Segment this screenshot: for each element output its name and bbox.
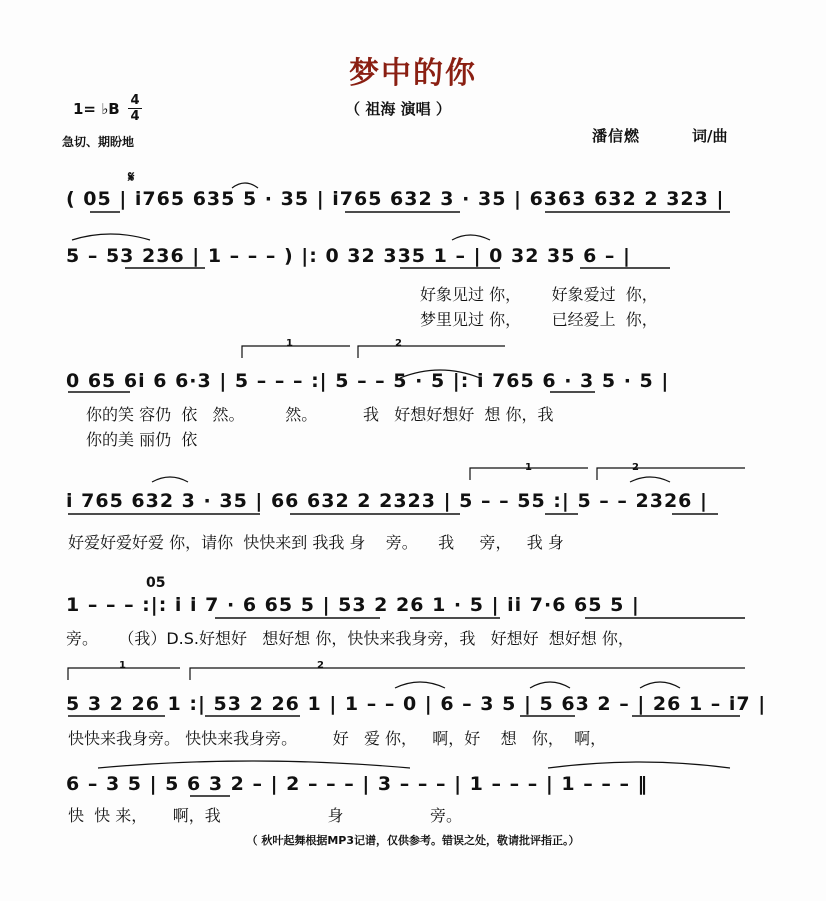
volta-label-1b: 1 bbox=[525, 462, 532, 473]
time-signature-top: 4 bbox=[130, 93, 140, 108]
volta-label-1c: 1 bbox=[119, 660, 126, 671]
volta-bracket-line-4 bbox=[470, 468, 745, 480]
volta-label-2: 2 bbox=[395, 338, 402, 349]
key-signature: 1= ♭B bbox=[73, 100, 120, 118]
composer-credit: 词/曲 bbox=[692, 127, 728, 145]
volta-label-2b: 2 bbox=[632, 462, 639, 473]
slur-marks bbox=[72, 183, 730, 768]
notation-line-6: 5 3 2 26 1 :| 53 2 26 1 | 1 – – 0 | 6 – 3 5 | 5 63 2 – | 26 1 – i7 | bbox=[66, 693, 767, 715]
singer-credit: （ 祖海 演唱 ） bbox=[345, 100, 451, 118]
lyric-line-7: 快 快 来， 啊，我 身 旁。 bbox=[68, 806, 462, 825]
volta-label-2c: 2 bbox=[317, 660, 324, 671]
lyric-line-5: 旁。 （我）D.S.好想好 想好想 你，快快来我身旁，我 好想好 想好想 你， bbox=[66, 629, 634, 648]
notation-line-4: i 765 632 3 · 35 | 66 632 2 2323 | 5 – – 55 :| 5 – – 2326 | bbox=[66, 490, 708, 512]
lyric-line-6: 快快来我身旁。 快快来我身旁。 好 爱 你， 啊，好 想 你， 啊， bbox=[68, 729, 607, 748]
time-signature-bottom: 4 bbox=[130, 109, 140, 124]
notation-line-1: ( 05 | i765 635 5 · 35 | i765 632 3 · 35 | 6363 632 2 323 | bbox=[66, 188, 725, 210]
lyric-line-2-verse-1: 好象见过 你， 好象爱过 你， bbox=[420, 285, 658, 304]
volta-bracket-line-6 bbox=[68, 668, 745, 680]
lyric-line-4: 好爱好爱好爱 你，请你 快快来到 我我 身 旁。 我 旁， 我 身 bbox=[68, 533, 564, 552]
lyric-line-2-verse-2: 梦里见过 你， 已经爱上 你， bbox=[420, 310, 658, 329]
song-title: 梦中的你 bbox=[349, 56, 477, 91]
footer-note: （ 秋叶起舞根据MP3记谱，仅供参考。错误之处，敬请批评指正。） bbox=[246, 834, 580, 847]
notation-line-3: 0 65 6i 6 6·3 | 5 – – – :| 5 – – 5 · 5 |: i 765 6 · 3 5 · 5 | bbox=[66, 370, 670, 392]
lyric-line-3-verse-1: 你的笑 容仍 依 然。 然。 我 好想好想好 想 你，我 bbox=[86, 405, 554, 424]
segno-icon: 𝄋 bbox=[128, 168, 135, 186]
upper-voice-notes: 05 bbox=[146, 575, 166, 591]
notation-line-7: 6 – 3 5 | 5 6 3 2 – | 2 – – – | 3 – – – | 1 – – – | 1 – – – ‖ bbox=[66, 773, 649, 795]
time-signature bbox=[128, 94, 142, 123]
notation-line-2: 5 – 53 236 | 1 – – – ) |: 0 32 335 1 – | 0 32 35 6 – | bbox=[66, 245, 631, 267]
lyric-line-3-verse-2: 你的美 丽仍 依 bbox=[86, 430, 198, 449]
notation-line-5: 1 – – – :|: i i 7 · 6 65 5 | 53 2 26 1 · 5 | ii 7·6 65 5 | bbox=[66, 594, 640, 616]
volta-label-1: 1 bbox=[286, 338, 293, 349]
composer-name: 潘信燃 bbox=[592, 127, 641, 145]
volta-bracket-line-3 bbox=[242, 346, 505, 358]
tempo-marking: 急切、期盼地 bbox=[62, 135, 135, 149]
